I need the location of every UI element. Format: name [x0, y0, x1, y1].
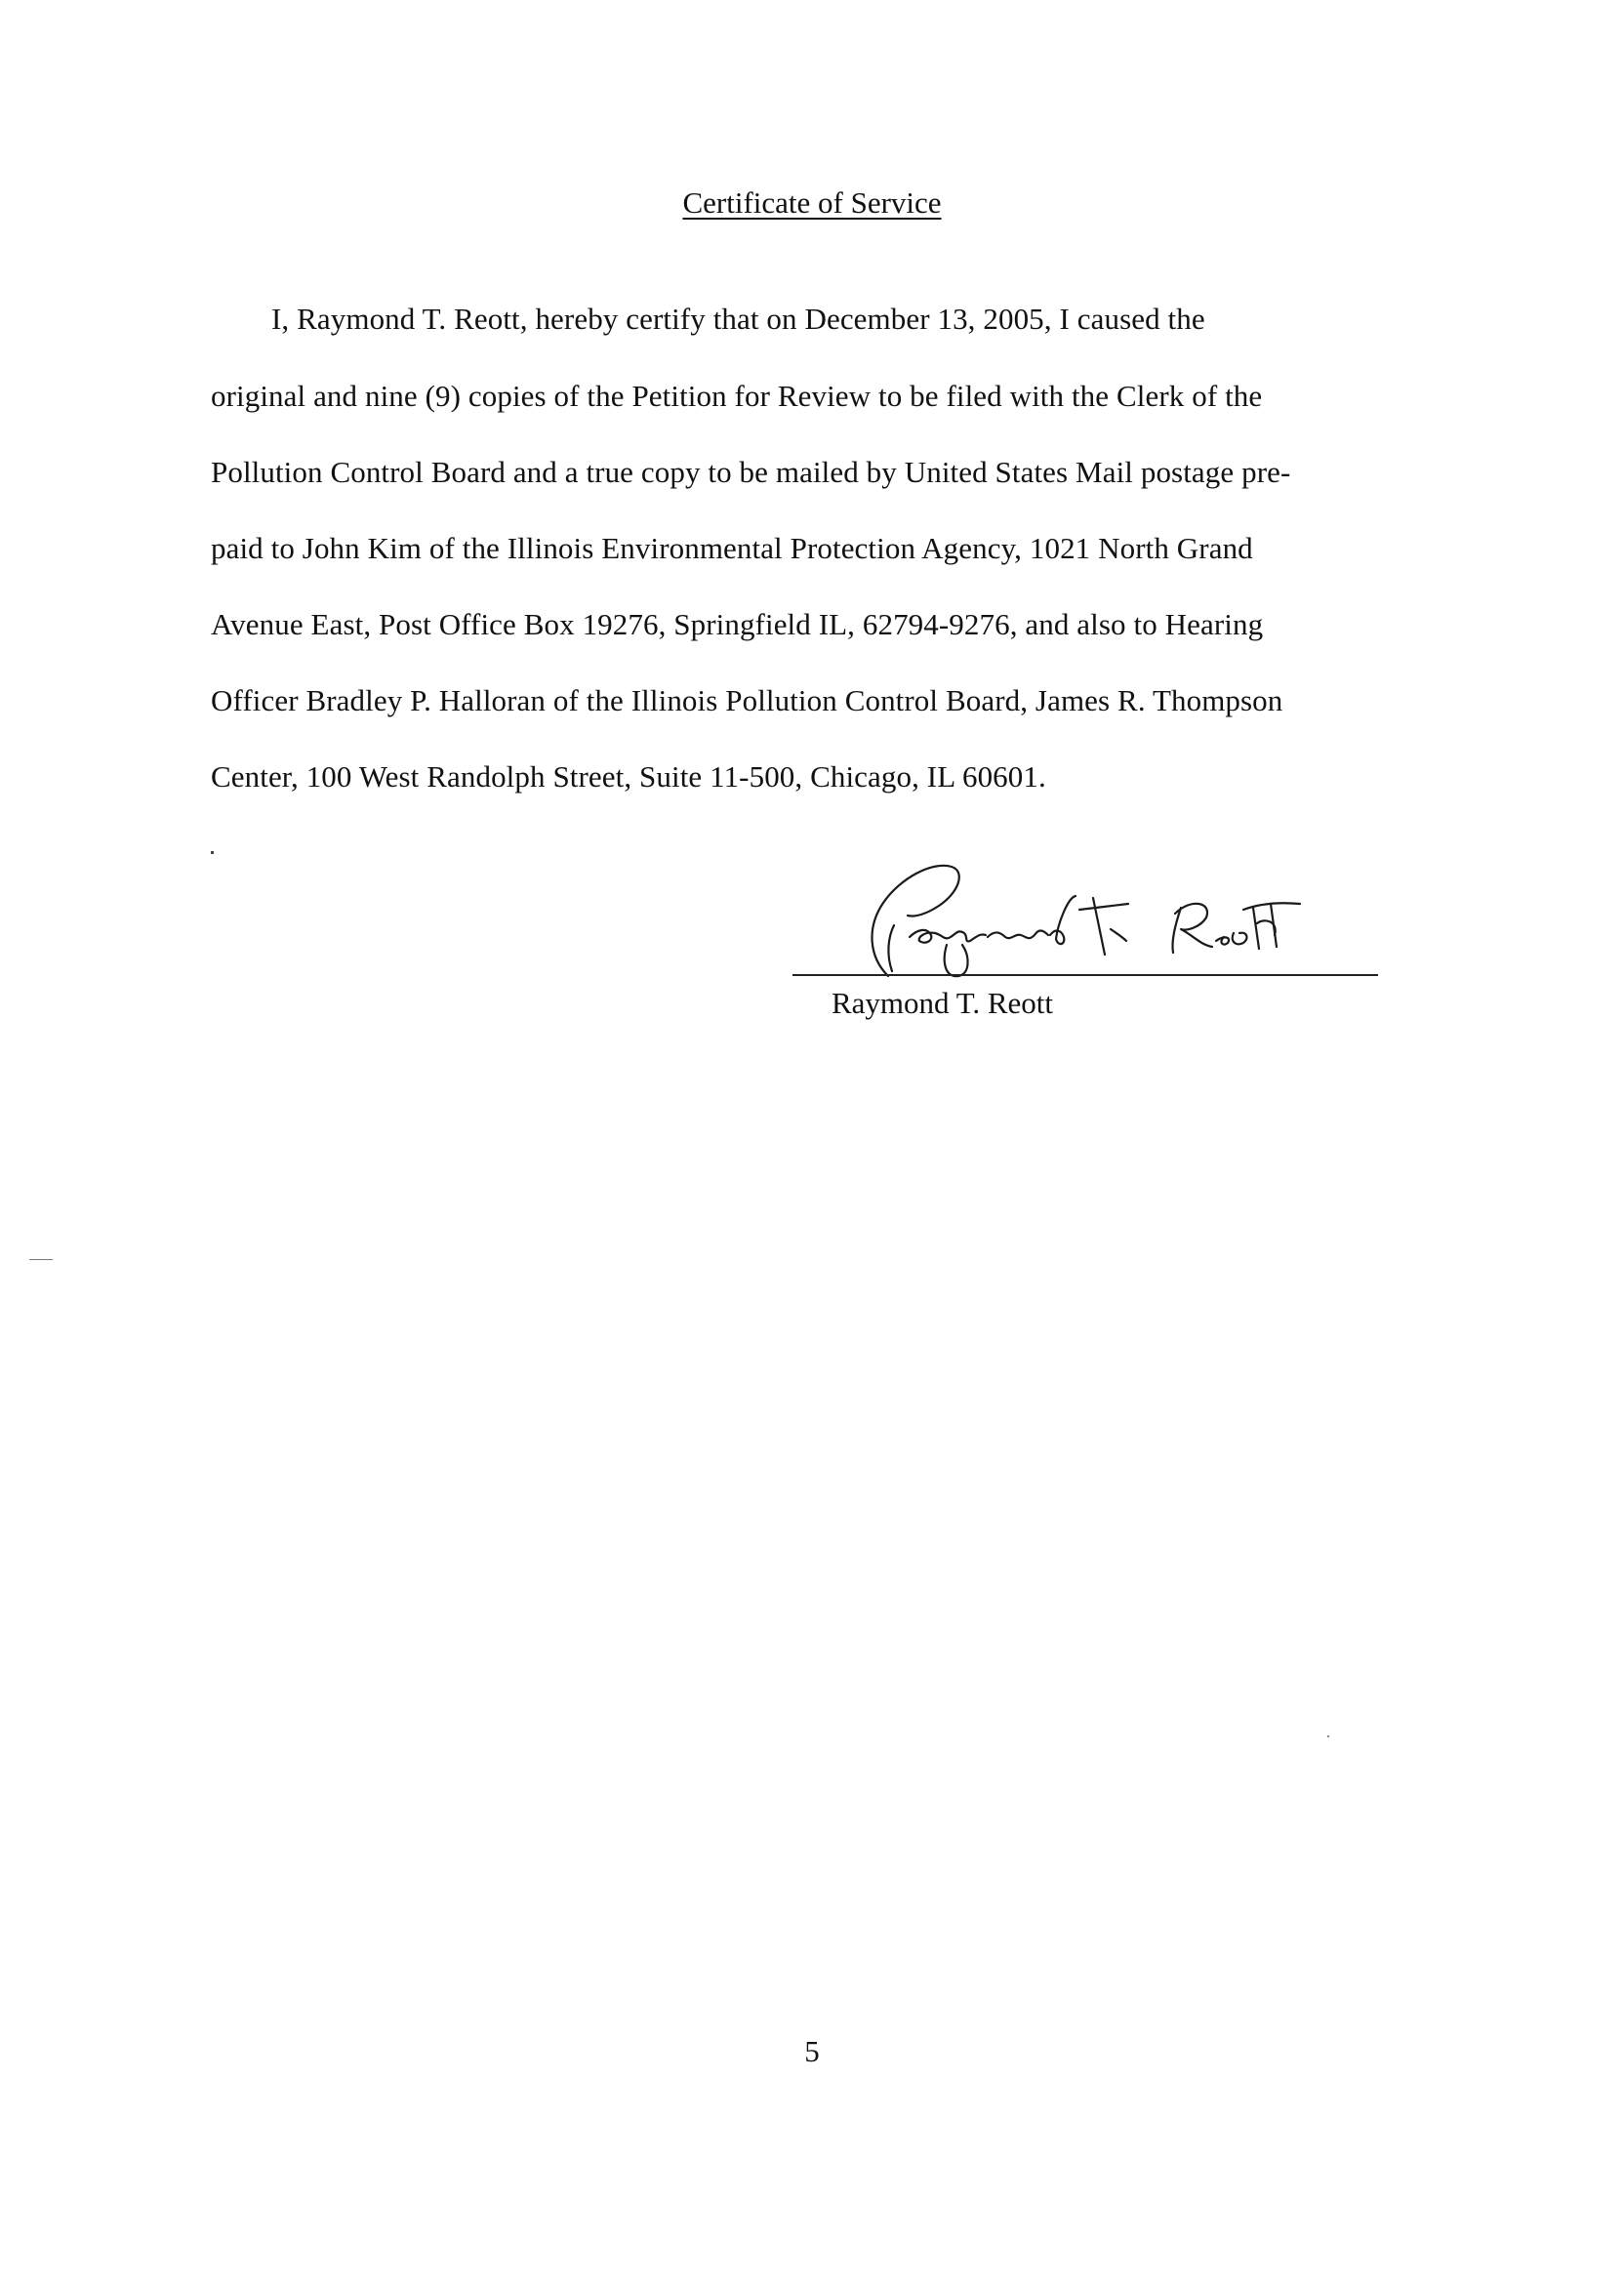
body-line-2: original and nine (9) copies of the Petition for Review to be filed with the Clerk of the [211, 379, 1263, 413]
handwritten-signature [849, 839, 1396, 986]
body-line-7: Center, 100 West Randolph Street, Suite 11-500, Chicago, IL 60601. [211, 759, 1046, 794]
signatory-name: Raymond T. Reott [832, 986, 1054, 1020]
page-title: Certificate of Service [682, 185, 942, 220]
body-line-3: Pollution Control Board and a true copy to be mailed by United States Mail postage pre- [211, 455, 1291, 489]
body-line-1: I, Raymond T. Reott, hereby certify that on December 13, 2005, I caused the [271, 302, 1205, 336]
page-number: 5 [804, 2034, 820, 2068]
scan-speck [29, 1259, 53, 1260]
body-line-6: Officer Bradley P. Halloran of the Illinois Pollution Control Board, James R. Thompson [211, 683, 1283, 717]
scan-speck [1327, 1735, 1329, 1737]
signature-line [792, 974, 1378, 976]
body-line-4: paid to John Kim of the Illinois Environmental Protection Agency, 1021 North Grand [211, 531, 1253, 565]
scan-speck [211, 851, 214, 854]
body-line-5: Avenue East, Post Office Box 19276, Springfield IL, 62794-9276, and also to Hearing [211, 607, 1264, 641]
